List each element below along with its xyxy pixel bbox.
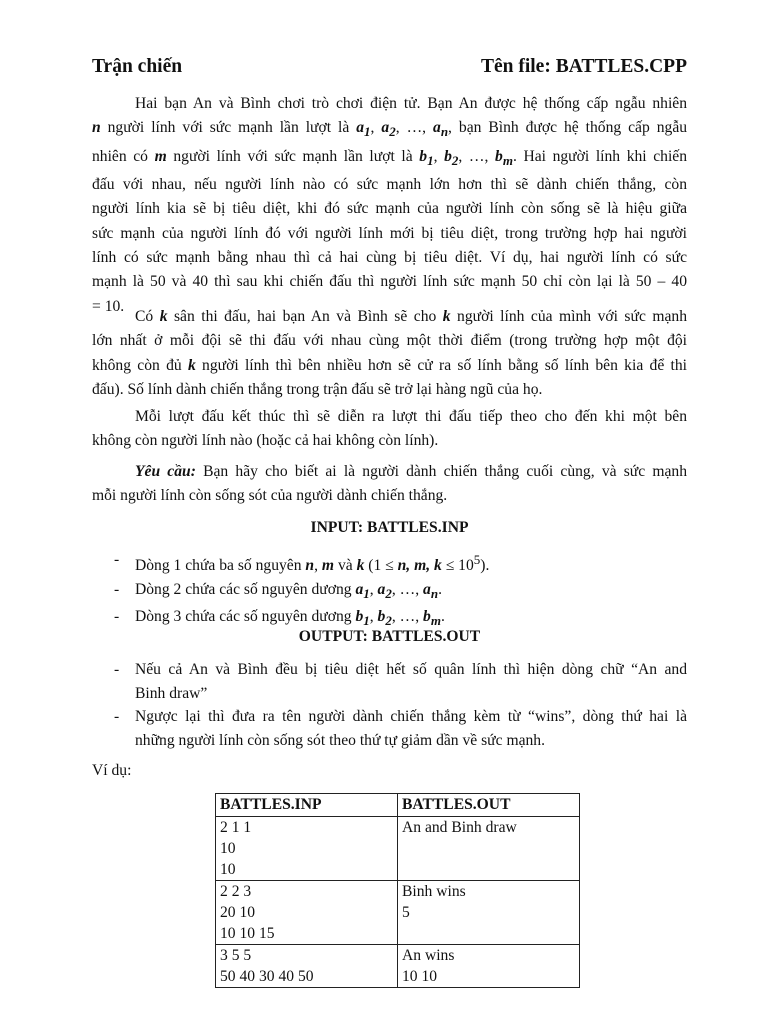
courts-line: đấu). Số lính dành chiến thắng trong trận đấu sẽ trở lại hàng ngũ của họ.: [92, 380, 543, 398]
output-heading: OUTPUT: BATTLES.OUT: [298, 628, 481, 645]
input-item: - Dòng 2 chứa các số nguyên dương $a_1$, $a_2$, …, $a_n$.: [114, 580, 442, 601]
rounds-line: không còn người lính nào (hoặc cả hai không còn lính).: [92, 432, 439, 450]
problem-header: [92, 56, 687, 84]
intro-line: đấu với nhau, nếu người lính nào có sức mạnh lớn hơn thì sẽ dành chiến thắng, còn: [92, 176, 687, 194]
cell-line: 3 5 5: [220, 947, 252, 964]
example-input-cell: [216, 817, 398, 881]
courts-paragraph: [92, 305, 687, 402]
file-name: Tên file: BATTLES.CPP: [480, 56, 687, 77]
output-list: [92, 658, 687, 752]
intro-line: n người lính với sức mạnh lần lượt là $a_1$, $a_2$, …, $a_n$, bạn Bình được hệ thống cấp ngẫu: [92, 119, 688, 140]
example-input-cell: [216, 945, 398, 988]
output-item: - Ngược lại thì đưa ra tên người dành chiến thắng kèm từ “wins”, dòng thứ hai là những người lính còn sống sót theo thứ tự giảm dần về sức mạnh.: [114, 708, 687, 749]
example-label: Ví dụ:: [92, 762, 132, 779]
example-header-row: [216, 794, 580, 817]
example-header-inp: BATTLES.INP: [216, 794, 398, 817]
example-input-cell: [216, 881, 398, 945]
cell-line: An wins: [402, 947, 455, 964]
intro-line: sức mạnh của người lính đó với người lính mới bị tiêu diệt, trong trường hợp hai người: [92, 224, 687, 242]
cell-line: 2 2 3: [220, 883, 252, 900]
example-output-cell: [398, 817, 580, 881]
cell-line: 5: [402, 904, 410, 921]
table-row: [216, 945, 580, 988]
intro-line: người lính kia sẽ bị tiêu diệt, khi đó sức mạnh của người lính còn sống sẽ là hiệu giữa: [92, 200, 687, 218]
requirement-paragraph: [92, 460, 687, 509]
cell-line: 10: [220, 861, 236, 878]
input-heading: INPUT: BATTLES.INP: [310, 519, 469, 536]
table-row: [216, 881, 580, 945]
cell-line: Binh wins: [402, 883, 466, 900]
courts-line: lớn nhất ở mỗi đội sẽ thi đấu với nhau cùng một thời điểm (trong trường hợp một đội: [92, 332, 687, 350]
input-item: - Dòng 1 chứa ba số nguyên n, m và k (1 ≤ n, m, $k \le 10^5$).: [114, 551, 490, 575]
cell-line: 10 10: [402, 968, 438, 985]
cell-line: 10 10 15: [220, 925, 275, 942]
rounds-line: Mỗi lượt đấu kết thúc thì sẽ diễn ra lượt thi đấu tiếp theo cho đến khi một bên: [135, 408, 687, 425]
input-item: - Dòng 3 chứa các số nguyên dương $b_1$, $b_2$, …, $b_m$.: [114, 608, 445, 629]
intro-line: mạnh là 50 và 40 thì sau khi chiến đấu thì người lính sức mạnh 50 chỉ còn lại là 50 – 40: [92, 273, 687, 291]
cell-line: 50 40 30 40 50: [220, 968, 314, 985]
output-item: - Nếu cả An và Bình đều bị tiêu diệt hết số quân lính thì hiện dòng chữ “An and Binh draw”: [114, 661, 687, 702]
example-output-cell: [398, 945, 580, 988]
example-output-cell: [398, 881, 580, 945]
cell-line: 10: [220, 840, 236, 857]
problem-title: Trận chiến: [92, 56, 183, 77]
intro-line: lính có sức mạnh bằng nhau thì cả hai cùng bị tiêu diệt. Ví dụ, hai người lính có sức: [92, 249, 687, 266]
example-header-out: BATTLES.OUT: [398, 794, 580, 817]
input-list: [92, 548, 687, 633]
cell-line: 20 10: [220, 904, 256, 921]
intro-line: Hai bạn An và Bình chơi trò chơi điện tử. Bạn An được hệ thống cấp ngẫu nhiên: [135, 95, 687, 112]
example-table: [215, 793, 580, 988]
courts-line: không còn đủ k người lính thì bên nhiều hơn sẽ cử ra số lính bằng số lính bên kia để thi: [92, 356, 687, 374]
intro-line: nhiên có m người lính với sức mạnh lần lượt là $b_1$, $b_2$, …, $b_m$. Hai người lính khi chiến: [92, 147, 687, 168]
table-row: [216, 817, 580, 881]
courts-line: Có k sân thi đấu, hai bạn An và Bình sẽ cho k người lính của mình với sức mạnh: [135, 308, 687, 325]
cell-line: 2 1 1: [220, 819, 252, 836]
intro-paragraph: [92, 92, 687, 319]
intro-line: = 10.: [92, 297, 125, 315]
requirement-line: mỗi người lính còn sống sót của người dành chiến thắng.: [92, 487, 448, 505]
rounds-paragraph: [92, 405, 687, 454]
requirement-line: Yêu cầu: Bạn hãy cho biết ai là người dành chiến thắng cuối cùng, và sức mạnh: [135, 463, 687, 480]
cell-line: An and Binh draw: [402, 819, 517, 836]
